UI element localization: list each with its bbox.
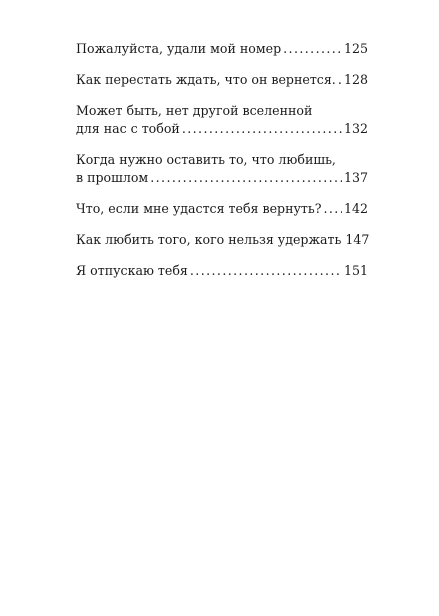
- toc-entry-title-line-2: для нас с тобой: [76, 121, 180, 136]
- toc-entry-line: [76, 71, 368, 89]
- toc-entry: [76, 40, 368, 58]
- toc-page-number: 137: [343, 170, 368, 185]
- toc-entry: [76, 151, 368, 187]
- toc-entry-line: [76, 200, 368, 218]
- toc-entry-title-line-2: в прошлом: [76, 170, 149, 185]
- toc-entry-line: [76, 169, 368, 187]
- toc-entry: [76, 262, 368, 280]
- toc-entry: [76, 200, 368, 218]
- toc-entry-title-line-1: Когда нужно оставить то, что любишь,: [76, 152, 336, 167]
- toc-entry-title-line-1: Может быть, нет другой вселенной: [76, 103, 313, 118]
- toc-entry: [76, 71, 368, 89]
- toc-entry-title: Как любить того, кого нельзя удержать: [76, 232, 342, 247]
- toc-page-number: 128: [343, 72, 368, 87]
- toc-page-number: 142: [343, 201, 368, 216]
- toc-entry-title: Я отпускаю тебя: [76, 263, 188, 278]
- toc-page-number: 147: [345, 232, 370, 247]
- toc-entry-title: Как перестать ждать, что он вернется.: [76, 72, 336, 87]
- toc-entry: [76, 231, 368, 249]
- dot-leader: [150, 169, 342, 187]
- toc-page-number: 125: [343, 41, 368, 56]
- toc-entry-line: [76, 120, 368, 138]
- toc-entry-title: Что, если мне удастся тебя вернуть?: [76, 201, 322, 216]
- dot-leader: [338, 71, 342, 89]
- toc-entry-line: [76, 40, 368, 58]
- dot-leader: [190, 262, 342, 280]
- toc-entry-line: [76, 262, 368, 280]
- dot-leader: [283, 40, 342, 58]
- toc-page-number: 151: [343, 263, 368, 278]
- toc-page-number: 132: [343, 121, 368, 136]
- table-of-contents: [76, 40, 368, 293]
- toc-entry: [76, 102, 368, 138]
- dot-leader: [182, 120, 342, 138]
- dot-leader: [323, 200, 341, 218]
- toc-entry-title: Пожалуйста, удали мой номер: [76, 41, 282, 56]
- toc-entry-line: [76, 231, 368, 249]
